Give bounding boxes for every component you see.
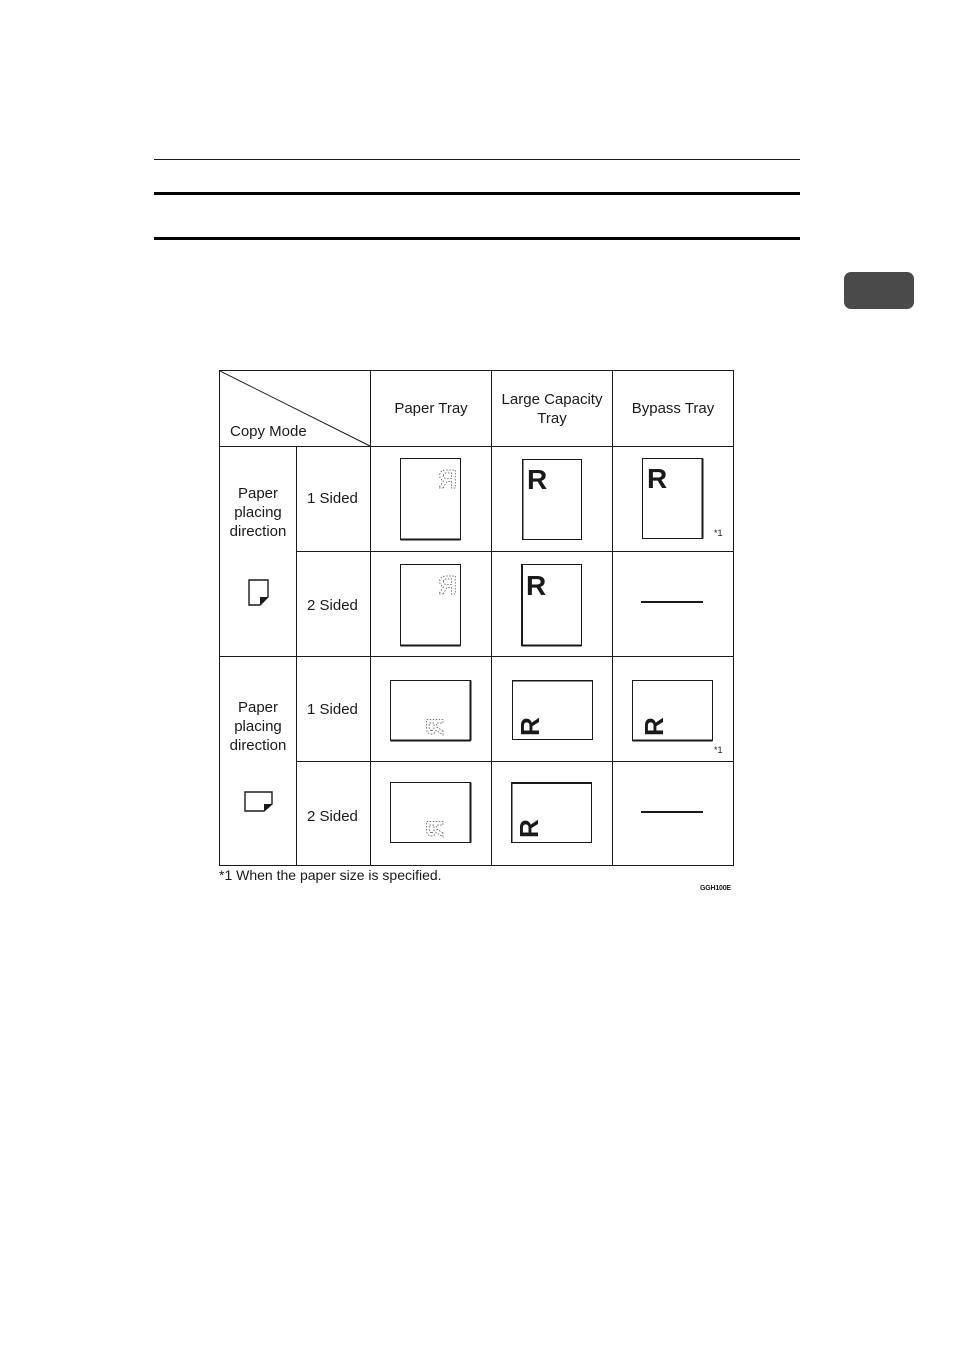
column-header-large-capacity-tray: Large Capacity Tray [501, 390, 603, 427]
figure-code: GGH100E [700, 885, 731, 892]
portrait-page-icon [248, 579, 270, 607]
column-header-bypass-tray: Bypass Tray [631, 400, 715, 417]
copy-mode-label: Copy Mode [230, 423, 307, 440]
row-label-landscape-2-sided: 2 Sided [307, 808, 358, 825]
mirrored-r-glyph: R [438, 464, 457, 494]
row-label-portrait-1-sided: 1 Sided [307, 490, 358, 507]
header-thin-rule [154, 159, 800, 160]
not-available-dash [641, 601, 703, 603]
portrait-page-faceup-large-capacity-tray [522, 459, 583, 541]
footnote-marker: *1 [714, 745, 723, 755]
portrait-page-faceup-bypass-tray [642, 458, 704, 540]
grid-line [296, 551, 733, 552]
header-thick-rule-top [154, 192, 800, 195]
landscape-page-faceup-bypass-tray [632, 680, 714, 742]
r-glyph: R [647, 463, 668, 494]
grid-line [220, 656, 733, 657]
portrait-page-facedown-paper-tray [400, 564, 462, 647]
landscape-page-faceup-large-capacity-tray [512, 680, 594, 742]
portrait-page-facedown-paper-tray [400, 458, 462, 541]
footnote-text: *1 When the paper size is specified. [219, 867, 442, 883]
not-available-dash [641, 811, 703, 813]
r-glyph: R [526, 570, 547, 601]
landscape-page-facedown-paper-tray [390, 680, 472, 742]
paper-orientation-table [219, 370, 734, 866]
landscape-page-facedown-paper-tray [390, 782, 472, 844]
chapter-tab [844, 272, 914, 309]
mirrored-r-glyph: R [422, 718, 449, 736]
grid-line [296, 761, 733, 762]
portrait-page-faceup-large-capacity-tray [521, 564, 583, 647]
footnote-marker: *1 [714, 528, 723, 538]
row-group-label-portrait: Paper placing direction [229, 485, 287, 540]
r-glyph: R [514, 819, 544, 838]
r-glyph: R [515, 717, 545, 736]
header-thick-rule-bottom [154, 237, 800, 240]
landscape-page-icon [244, 791, 274, 813]
mirrored-r-glyph: R [438, 570, 457, 600]
row-group-label-landscape: Paper placing direction [229, 699, 287, 754]
row-label-portrait-2-sided: 2 Sided [307, 597, 358, 614]
mirrored-r-glyph: R [422, 820, 449, 838]
column-header-paper-tray: Paper Tray [394, 400, 468, 417]
r-glyph: R [639, 717, 669, 736]
row-label-landscape-1-sided: 1 Sided [307, 701, 358, 718]
landscape-page-faceup-large-capacity-tray [511, 782, 593, 844]
r-glyph: R [527, 464, 548, 495]
